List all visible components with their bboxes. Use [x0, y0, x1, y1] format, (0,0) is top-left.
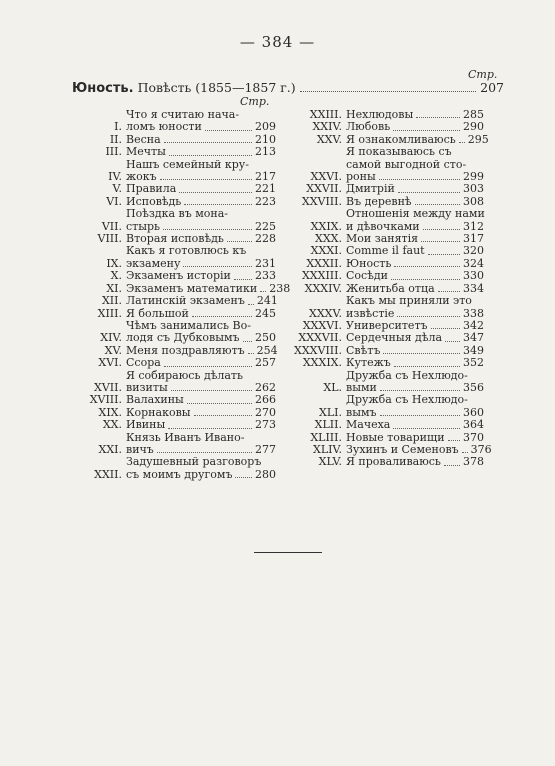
chapter-number: XLIV.: [313, 442, 342, 456]
chapter-title-line: Кутежъ: [346, 356, 391, 370]
leader-dots: [428, 254, 460, 255]
chapter-title-line: Какъ мы приняли это: [346, 294, 472, 308]
toc-entry: [76, 432, 276, 457]
leader-dots: [380, 415, 460, 416]
leader-dots: [459, 142, 465, 143]
chapter-title-line: Я показываюсь съ: [346, 145, 452, 159]
chapter-page: 330: [463, 269, 484, 283]
chapter-page: 233: [255, 269, 276, 283]
chapter-title-line: стырь: [126, 219, 161, 233]
chapter-page: 223: [255, 194, 276, 208]
leader-dots: [415, 204, 460, 205]
chapter-number: IX.: [106, 256, 122, 270]
chapter-number: VII.: [101, 219, 122, 233]
leader-dots: [394, 366, 460, 367]
chapter-page: 225: [255, 219, 276, 233]
chapter-page: 270: [255, 405, 276, 419]
chapter-title-line: Вторая исповѣдь: [126, 232, 224, 246]
chapter-title-line: жокъ: [126, 170, 157, 184]
chapter-page: 273: [255, 418, 276, 432]
chapter-page: 262: [255, 380, 276, 394]
chapter-page: 228: [255, 232, 276, 246]
chapter-number: XXXIX.: [302, 356, 342, 370]
chapter-page: 290: [463, 120, 484, 134]
toc-entry: [76, 183, 276, 195]
chapter-title-line: Князь Иванъ Ивано-: [126, 430, 245, 444]
chapter-page: 308: [463, 194, 484, 208]
chapter-number: XXVI.: [310, 170, 342, 184]
chapter-title-line: Весна: [126, 132, 161, 146]
toc-entry: [288, 419, 484, 431]
chapter-number: XXXII.: [306, 256, 342, 270]
closing-rule: [254, 552, 322, 553]
toc-entry: [76, 320, 276, 345]
chapter-title-line: Что я считаю нача-: [126, 108, 240, 121]
chapter-page: 320: [463, 244, 484, 258]
chapter-number: XV.: [104, 343, 122, 357]
chapter-number: XXXVII.: [298, 331, 342, 345]
toc-entry: [288, 295, 484, 320]
leader-dots: [184, 204, 252, 205]
chapter-title-line: Я ознакомливаюсь: [346, 132, 456, 146]
leader-dots: [160, 179, 252, 180]
chapter-title-line: лодя съ Дубковымъ: [126, 331, 240, 345]
leader-dots: [187, 403, 252, 404]
leader-dots: [171, 390, 252, 391]
leader-dots: [445, 341, 460, 342]
leader-dots: [423, 229, 460, 230]
chapter-title-line: Чѣмъ занимались Во-: [126, 318, 251, 332]
chapter-number: XXIX.: [310, 219, 342, 233]
leader-dots: [379, 179, 460, 180]
chapter-page: 266: [255, 393, 276, 407]
leader-dots: [234, 279, 252, 280]
main-entry-page: 207: [480, 80, 504, 95]
leader-dots: [416, 117, 460, 118]
chapter-page: 245: [255, 306, 276, 320]
leader-dots: [248, 353, 254, 354]
chapter-number: XXIV.: [312, 120, 342, 134]
chapter-number: XXXVI.: [302, 318, 342, 332]
chapter-page: 334: [463, 281, 484, 295]
chapter-title-line: Зухинъ и Семеновъ: [346, 442, 459, 456]
chapter-title-line: визиты: [126, 380, 168, 394]
chapter-number: XXXVIII.: [294, 343, 342, 357]
leader-dots: [448, 440, 460, 441]
chapter-title-line: вымъ: [346, 405, 377, 419]
chapter-number: XLI.: [319, 405, 342, 419]
chapter-title-line: Корнаковы: [126, 405, 191, 419]
leader-dots: [444, 465, 460, 466]
chapter-title-line: Задушевный разговоръ: [126, 455, 262, 469]
leader-dots: [192, 316, 252, 317]
chapter-number: XVI.: [98, 356, 122, 370]
chapter-title-line: и дѣвочками: [346, 219, 420, 233]
toc-entry: [288, 146, 484, 183]
chapter-title-line: Любовь: [346, 120, 391, 134]
chapter-number: III.: [105, 145, 122, 159]
chapter-number: XXXIV.: [304, 281, 342, 295]
toc-entry: [76, 159, 276, 184]
leader-dots: [179, 192, 252, 193]
chapter-page: 277: [255, 442, 276, 456]
chapter-number: XVII.: [94, 380, 122, 394]
leader-dots: [227, 241, 252, 242]
toc-entry: [76, 270, 276, 282]
toc-entry: [288, 332, 484, 344]
chapter-title-line: Дмитрій: [346, 182, 395, 196]
chapter-number: X.: [110, 269, 122, 283]
chapter-page: 231: [255, 256, 276, 270]
leader-dots: [383, 353, 460, 354]
chapter-number: XXIII.: [309, 108, 342, 121]
chapter-number: XXVII.: [306, 182, 342, 196]
chapter-title-line: выми: [346, 380, 377, 394]
chapter-page: 209: [255, 120, 276, 134]
page-number: — 384 —: [239, 33, 316, 51]
chapter-number: XLII.: [314, 418, 342, 432]
chapter-title-line: Я большой: [126, 306, 189, 320]
leader-dots: [462, 452, 468, 453]
chapter-page: 360: [463, 405, 484, 419]
chapter-page: 376: [470, 442, 492, 456]
chapter-page: 280: [255, 467, 276, 481]
toc-entry: [76, 370, 276, 395]
main-page-column-label: Стр.: [468, 68, 498, 81]
chapter-page: 317: [463, 232, 484, 246]
toc-entry: [288, 370, 484, 395]
chapter-title-line: Юность: [346, 256, 392, 270]
left-page-column-label: Стр.: [240, 95, 270, 108]
chapter-title-line: Сердечныя дѣла: [346, 331, 442, 345]
chapter-number: XXXI.: [310, 244, 342, 258]
chapter-number: XXI.: [98, 442, 122, 456]
toc-entry: [288, 183, 484, 195]
chapter-title-line: Comme il faut: [346, 244, 425, 258]
leader-dots: [163, 229, 252, 230]
chapter-title-line: Свѣтъ: [346, 343, 381, 357]
chapter-number: XX.: [102, 418, 122, 432]
chapter-page: 217: [255, 170, 276, 184]
chapter-page: 347: [463, 331, 484, 345]
chapter-title-line: Какъ я готовлюсь къ: [126, 244, 247, 258]
chapter-number: XII.: [101, 294, 122, 308]
leader-dots: [164, 366, 252, 367]
chapter-title-line: Я собираюсь дѣлать: [126, 368, 243, 382]
leader-dots: [260, 291, 266, 292]
chapter-number: IV.: [108, 170, 122, 184]
chapter-title-line: Мечты: [126, 145, 166, 159]
chapter-page: 338: [463, 306, 484, 320]
main-entry: [72, 80, 504, 96]
chapter-number: XIII.: [97, 306, 122, 320]
chapter-number: XLIII.: [310, 430, 342, 444]
leader-dots: [157, 452, 252, 453]
leader-dots: [164, 142, 252, 143]
chapter-page: 370: [463, 430, 484, 444]
chapter-title-line: самой выгодной сто-: [346, 157, 467, 171]
leader-dots: [397, 316, 460, 317]
chapter-number: XVIII.: [89, 393, 122, 407]
toc-entry: [76, 208, 276, 233]
leader-dots: [393, 428, 460, 429]
chapter-title-line: съ моимъ другомъ: [126, 467, 233, 481]
chapter-title-line: Экзаменъ исторіи: [126, 269, 231, 283]
chapter-title-line: роны: [346, 170, 376, 184]
toc-left-column: [76, 108, 291, 481]
chapter-number: XLV.: [318, 455, 342, 469]
chapter-number: XXXIII.: [301, 269, 342, 283]
leader-dots: [168, 428, 252, 429]
chapter-page: 349: [463, 343, 484, 357]
chapter-title-line: Отношенія между нами: [346, 207, 485, 221]
chapter-page: 312: [463, 219, 484, 233]
toc-entry: [76, 146, 276, 158]
leader-dots: [431, 328, 460, 329]
chapter-page: 378: [463, 455, 484, 469]
chapter-number: XXV.: [316, 132, 342, 146]
chapter-page: 221: [255, 182, 276, 196]
chapter-title-line: Нехлюдовы: [346, 108, 414, 121]
chapter-title-line: Меня поздравляютъ: [126, 343, 245, 357]
chapter-title-line: Валахины: [126, 393, 184, 407]
chapter-page: 342: [463, 318, 484, 332]
chapter-title-line: Мои занятія: [346, 232, 419, 246]
chapter-page: 303: [463, 182, 484, 196]
chapter-number: I.: [114, 120, 122, 134]
chapter-number: XL.: [323, 380, 342, 394]
chapter-title-line: Исповѣдь: [126, 194, 182, 208]
chapter-title-line: Ссора: [126, 356, 161, 370]
toc-entry: [288, 121, 484, 133]
leader-dots: [398, 192, 460, 193]
toc-right-column: [288, 108, 492, 469]
chapter-page: 299: [463, 170, 484, 184]
chapter-number: VI.: [106, 194, 122, 208]
chapter-title-line: Экзаменъ математики: [126, 281, 258, 295]
chapter-page: 254: [256, 343, 278, 357]
leader-dots: [300, 91, 476, 92]
main-entry-subtitle: Повѣсть (1855—1857 г.): [137, 80, 296, 95]
chapter-title-line: Женитьба отца: [346, 281, 435, 295]
chapter-page: 241: [256, 294, 278, 308]
toc-entry: [76, 295, 276, 307]
leader-dots: [393, 130, 460, 131]
chapter-title-line: Я проваливаюсь: [346, 455, 441, 469]
chapter-title-line: ломъ юности: [126, 120, 202, 134]
chapter-number: VIII.: [97, 232, 122, 246]
chapter-number: II.: [109, 132, 122, 146]
toc-entry: [288, 456, 484, 468]
leader-dots: [380, 390, 460, 391]
chapter-page: 213: [255, 145, 276, 159]
chapter-title-line: Дружба съ Нехлюдо-: [346, 368, 468, 382]
chapter-page: 295: [467, 132, 489, 146]
leader-dots: [205, 130, 252, 131]
chapter-title-line: Мачеха: [346, 418, 391, 432]
chapter-page: 324: [463, 256, 484, 270]
chapter-page: 352: [463, 356, 484, 370]
chapter-title-line: Поѣздка въ мона-: [126, 207, 229, 221]
toc-entry: [76, 456, 276, 481]
leader-dots: [394, 266, 460, 267]
chapter-number: XXVIII.: [301, 194, 342, 208]
leader-dots: [169, 155, 252, 156]
chapter-number: V.: [112, 182, 122, 196]
leader-dots: [421, 241, 460, 242]
chapter-title-line: Новые товарищи: [346, 430, 445, 444]
chapter-title-line: Латинскій экзаменъ: [126, 294, 245, 308]
chapter-title-line: Сосѣди: [346, 269, 388, 283]
chapter-number: XI.: [106, 281, 122, 295]
main-entry-title: Юность.: [72, 81, 134, 96]
chapter-page: 257: [255, 356, 276, 370]
chapter-number: XIX.: [98, 405, 122, 419]
toc-entry: [76, 109, 276, 134]
leader-dots: [438, 291, 460, 292]
toc-entry: [288, 270, 484, 282]
chapter-page: 250: [255, 331, 276, 345]
chapter-title-line: Нашъ семейный кру-: [126, 157, 249, 171]
leader-dots: [391, 279, 460, 280]
chapter-page: 210: [255, 132, 276, 146]
toc-entry: [76, 357, 276, 369]
leader-dots: [194, 415, 252, 416]
toc-entry: [76, 394, 276, 406]
toc-entry: [288, 394, 484, 419]
chapter-title-line: Правила: [126, 182, 177, 196]
chapter-title-line: Въ деревнѣ: [346, 194, 412, 208]
leader-dots: [243, 341, 252, 342]
chapter-number: XXII.: [94, 467, 122, 481]
chapter-number: XXXV.: [308, 306, 342, 320]
chapter-title-line: извѣстіе: [346, 306, 395, 320]
toc-entry: [288, 208, 484, 233]
chapter-title-line: Ивины: [126, 418, 166, 432]
chapter-title-line: Дружба съ Нехлюдо-: [346, 393, 468, 407]
chapter-number: XXX.: [315, 232, 342, 246]
chapter-number: XIV.: [100, 331, 122, 345]
chapter-title-line: Университетъ: [346, 318, 428, 332]
leader-dots: [248, 304, 254, 305]
leader-dots: [235, 477, 252, 478]
chapter-page: 285: [463, 108, 484, 121]
toc-entry: [76, 245, 276, 270]
toc-entry: [76, 419, 276, 431]
chapter-title-line: экзамену: [126, 256, 181, 270]
toc-entry: [288, 245, 484, 257]
leader-dots: [183, 266, 252, 267]
chapter-page: 364: [463, 418, 484, 432]
chapter-page: 238: [269, 281, 291, 295]
chapter-title-line: вичъ: [126, 442, 154, 456]
toc-entry: [288, 357, 484, 369]
chapter-page: 356: [463, 380, 484, 394]
